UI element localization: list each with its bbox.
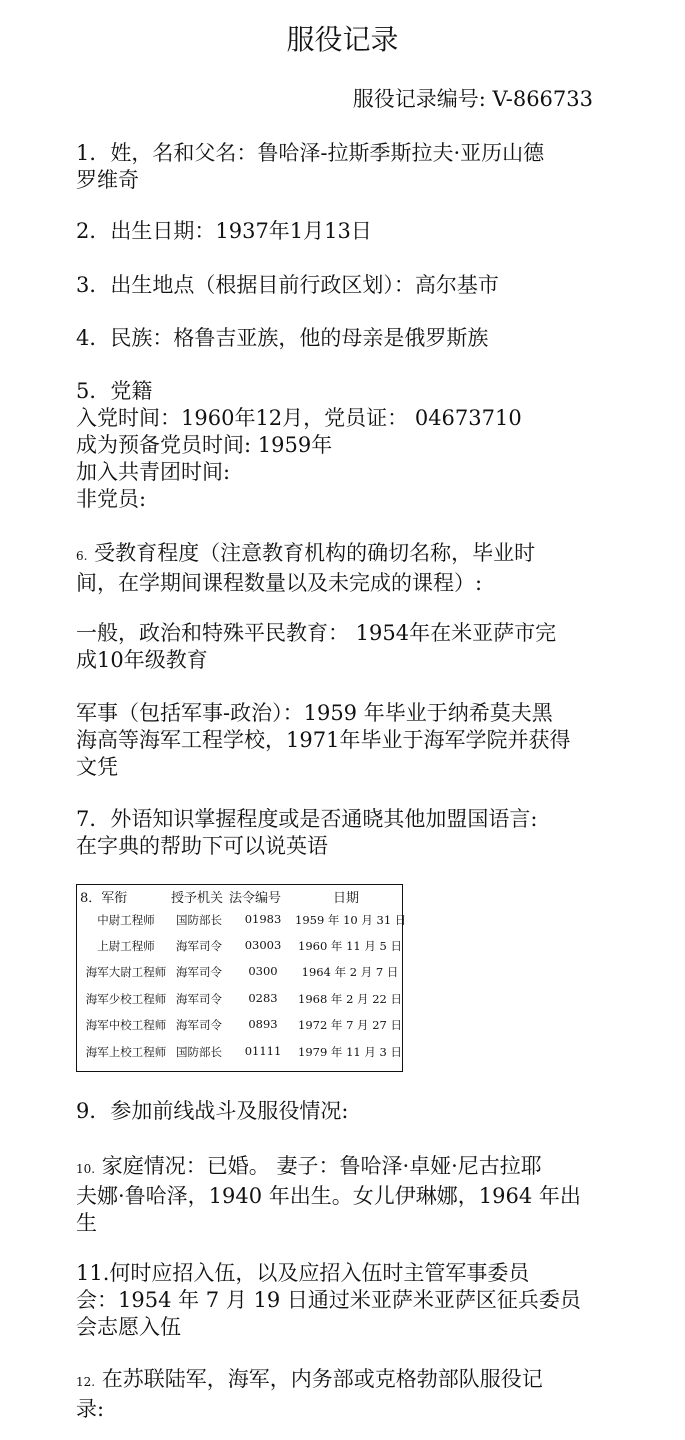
item-5-line-4: 加入共青团时间:: [76, 460, 231, 484]
authority-cell: 海军司令: [176, 965, 222, 979]
rank-table-header-order: 法令编号: [229, 891, 282, 906]
item-4-line: 4．民族：格鲁吉亚族，他的母亲是俄罗斯族: [76, 326, 489, 350]
item-11-line-3: 会志愿入伍: [76, 1315, 181, 1339]
table-row: [77, 1017, 402, 1037]
rank-table-header-authority: 授予机关: [171, 891, 224, 906]
item-1-line-2: 罗维奇: [76, 168, 139, 192]
item-4-nationality: [76, 325, 616, 352]
item-12-service-record: [76, 1366, 616, 1423]
item-6-text-1: 受教育程度（注意教育机构的确切名称，毕业时: [94, 541, 536, 565]
authority-cell: 海军司令: [176, 1018, 222, 1032]
item-12-line-1: [76, 1366, 616, 1396]
item-12-text-1: 在苏联陆军，海军，内务部或克格勃部队服役记: [101, 1367, 543, 1391]
order-cell: 03003: [244, 938, 282, 952]
item-7-line-2: 在字典的帮助下可以说英语: [76, 834, 328, 858]
item-5-line-3: 成为预备党员时间: 1959年: [76, 433, 333, 457]
item-11-enlistment: [76, 1260, 616, 1341]
date-cell: 1979 年 11 月 3 日: [298, 1045, 402, 1059]
item-9-line: 9．参加前线战斗及服役情况:: [76, 1099, 349, 1123]
item-10-text-1: 家庭情况：已婚。 妻子：鲁哈泽·卓娅·尼古拉耶: [101, 1154, 542, 1178]
item-10-line-3: 生: [76, 1211, 97, 1235]
rank-table-header: [77, 887, 402, 905]
item-10-line-1: [76, 1153, 616, 1183]
rank-cell: 海军少校工程师: [85, 992, 167, 1006]
order-cell: 0300: [248, 964, 278, 978]
table-row: [77, 964, 402, 984]
document-title: 服役记录: [286, 23, 399, 56]
item-6-number: 6.: [76, 549, 88, 563]
item-10-family: [76, 1153, 616, 1237]
table-row: [77, 1044, 402, 1064]
item-1-name: [76, 140, 616, 194]
table-row: [77, 991, 402, 1011]
date-cell: 1959 年 10 月 31 日: [295, 913, 407, 927]
rank-table: [76, 884, 407, 1072]
item-10-number: 10.: [76, 1162, 96, 1176]
order-cell: 01111: [244, 1044, 282, 1058]
authority-cell: 海军司令: [176, 992, 222, 1006]
item-5-line-2: 入党时间：1960年12月，党员证： 04673710: [76, 406, 522, 430]
order-cell: 01983: [244, 912, 282, 926]
item-6-line-2: 间，在学期间课程数量以及未完成的课程）:: [76, 571, 483, 595]
rank-cell: 中尉工程师: [97, 913, 155, 927]
item-5-line-1: 5．党籍: [76, 379, 153, 403]
order-cell: 0893: [248, 1017, 278, 1031]
education-general: [76, 620, 616, 674]
item-7-languages: [76, 806, 616, 860]
item-3-birthplace: [76, 272, 616, 299]
rank-table-header-date: 日期: [333, 891, 360, 906]
item-10-line-2: 夫娜·鲁哈泽，1940 年出生。女儿伊琳娜，1964 年出: [76, 1184, 581, 1208]
education-military-line-2: 海高等海军工程学校，1971年毕业于海军学院并获得: [76, 728, 571, 752]
education-general-line-1: 一般，政治和特殊平民教育： 1954年在米亚萨市完: [76, 621, 557, 645]
education-military: [76, 700, 616, 781]
rank-cell: 上尉工程师: [97, 939, 155, 953]
authority-cell: 国防部长: [176, 913, 222, 927]
authority-cell: 海军司令: [176, 939, 222, 953]
education-military-line-3: 文凭: [76, 755, 118, 779]
item-5-line-5: 非党员:: [76, 487, 147, 511]
order-cell: 0283: [248, 991, 278, 1005]
item-1-line-1: 1．姓，名和父名：鲁哈泽-拉斯季斯拉夫·亚历山德: [76, 141, 545, 165]
date-cell: 1964 年 2 月 7 日: [301, 965, 399, 979]
record-number: 服役记录编号: V-866733: [352, 87, 593, 111]
education-general-line-2: 成10年级教育: [76, 648, 208, 672]
date-cell: 1972 年 7 月 27 日: [298, 1018, 402, 1032]
item-11-line-1: 11.何时应招入伍，以及应招入伍时主管军事委员: [76, 1261, 530, 1285]
item-6-education: [76, 540, 616, 597]
item-12-line-2: 录:: [76, 1397, 105, 1421]
table-row: [77, 938, 402, 958]
item-3-line: 3．出生地点（根据目前行政区划）：高尔基市: [76, 273, 499, 297]
item-2-line: 2．出生日期：1937年1月13日: [76, 219, 372, 243]
date-cell: 1968 年 2 月 22 日: [298, 992, 402, 1006]
education-military-line-1: 军事（包括军事-政治）：1959 年毕业于纳希莫夫黑: [76, 701, 553, 725]
item-5-party: [76, 378, 616, 513]
rank-cell: 海军中校工程师: [85, 1018, 167, 1032]
item-7-line-1: 7．外语知识掌握程度或是否通晓其他加盟国语言:: [76, 807, 538, 831]
item-9-frontline: [76, 1098, 616, 1125]
rank-cell: 海军上校工程师: [85, 1045, 167, 1059]
rank-table-header-rank: 8．军衔: [80, 891, 128, 906]
item-6-line-1: [76, 540, 616, 570]
authority-cell: 国防部长: [176, 1045, 222, 1059]
item-2-birthdate: [76, 218, 616, 245]
item-12-number: 12.: [76, 1375, 96, 1389]
rank-cell: 海军大尉工程师: [85, 965, 167, 979]
table-row: [77, 912, 407, 932]
date-cell: 1960 年 11 月 5 日: [298, 939, 402, 953]
item-11-line-2: 会：1954 年 7 月 19 日通过米亚萨米亚萨区征兵委员: [76, 1288, 581, 1312]
